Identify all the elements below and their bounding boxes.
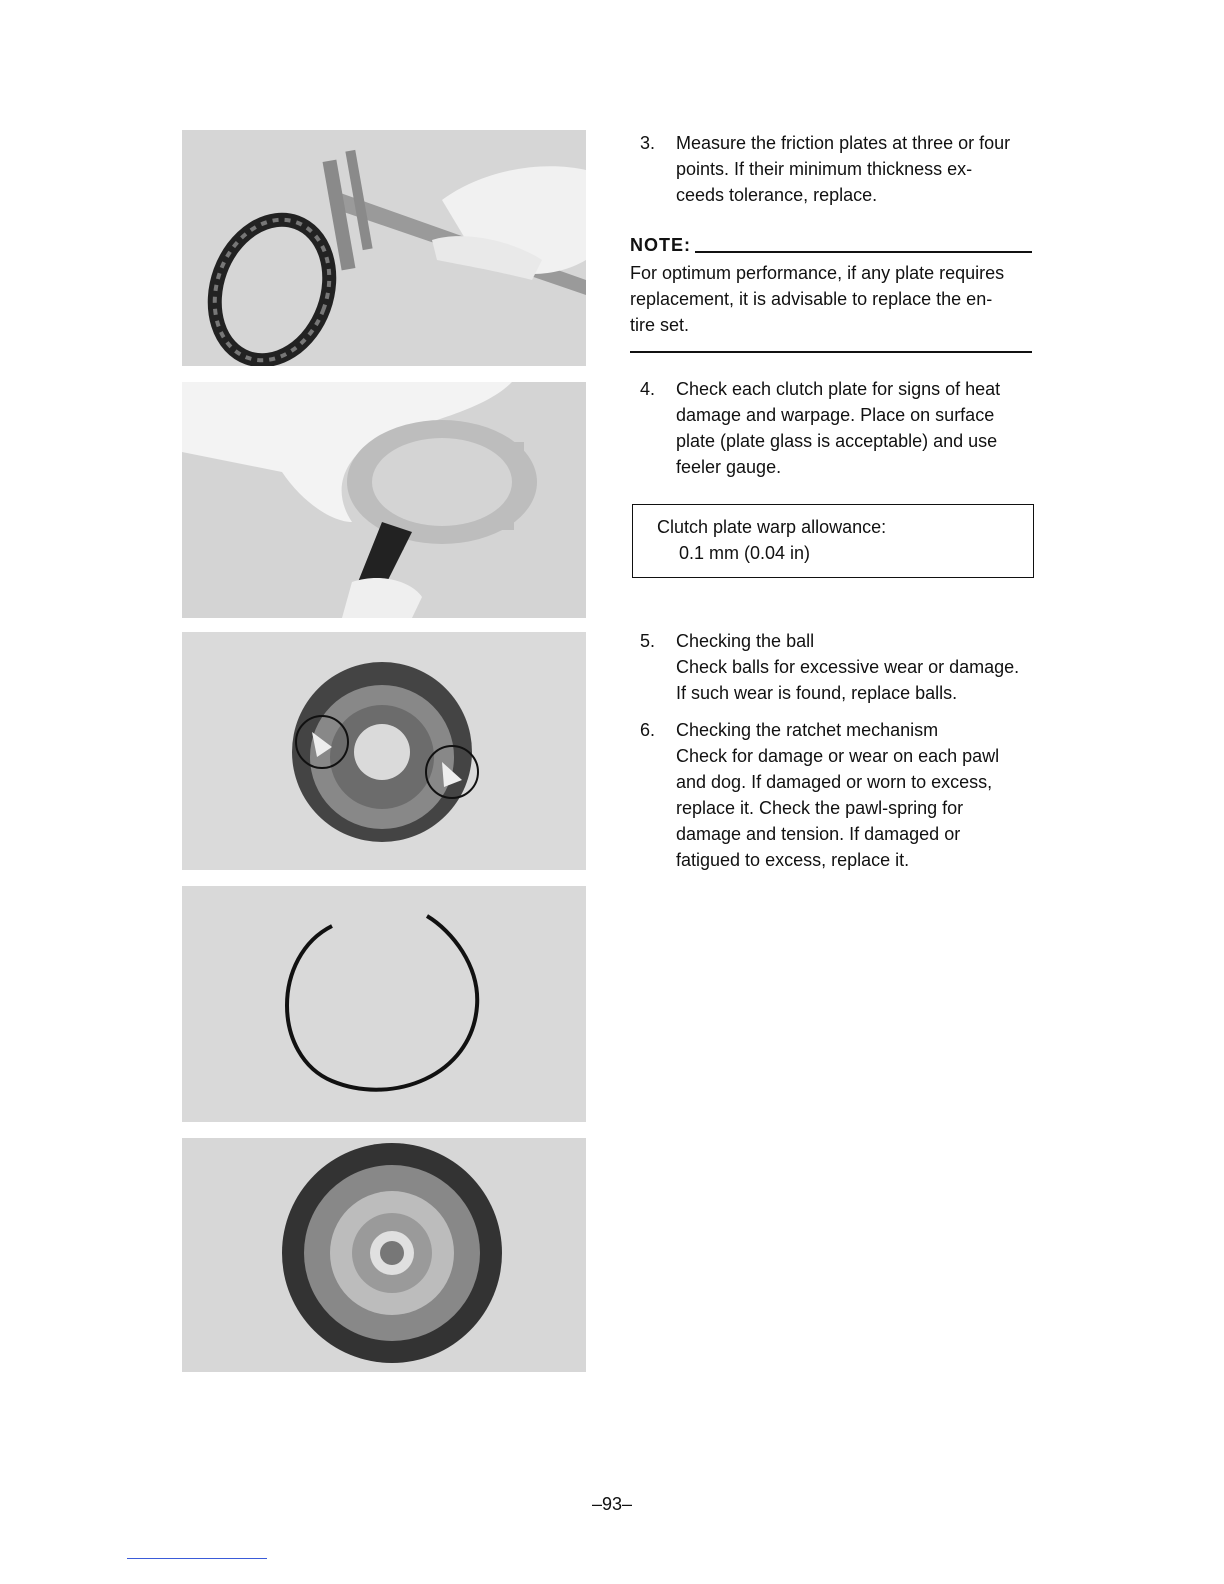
- item-text-line: Checking the ball: [676, 631, 815, 651]
- item-text-line: points. If their minimum thickness ex-: [676, 159, 973, 179]
- item-text-line: If such wear is found, replace balls.: [676, 683, 958, 703]
- footer-rule: [127, 1558, 267, 1559]
- note-body: [630, 260, 1032, 338]
- circlip-illustration: [182, 886, 586, 1122]
- spec-box: [632, 504, 1034, 578]
- item-text-line: Checking the ratchet mechanism: [676, 720, 939, 740]
- photo-caliper-friction-plate: [182, 130, 586, 366]
- item-text-line: damage and tension. If damaged or: [676, 824, 961, 844]
- feeler-gauge-illustration: [182, 382, 586, 618]
- item-text-line: damage and warpage. Place on surface: [676, 405, 995, 425]
- note-heading: NOTE:: [630, 235, 691, 255]
- item-text-line: and dog. If damaged or worn to excess,: [676, 772, 993, 792]
- note-bottom-rule: [630, 351, 1032, 353]
- note-heading-row: [630, 232, 1032, 258]
- ratchet-illustration: [182, 632, 586, 870]
- instruction-item-3: [630, 130, 1034, 208]
- spec-label: Clutch plate warp allowance:: [657, 517, 887, 537]
- note-text-line: For optimum performance, if any plate requires: [630, 263, 1005, 283]
- clutch-assembly-illustration: [182, 1138, 586, 1372]
- note-text-line: replacement, it is advisable to replace the en-: [630, 289, 993, 309]
- photo-feeler-gauge-clutch-plate: [182, 382, 586, 618]
- note-heading-rule: [695, 251, 1032, 253]
- instruction-item-5: [630, 628, 1034, 706]
- spec-value: 0.1 mm (0.04 in): [679, 543, 811, 563]
- item-text-line: ceeds tolerance, replace.: [676, 185, 878, 205]
- item-number: 3.: [640, 133, 656, 153]
- page-number: –93–: [591, 1494, 633, 1514]
- note-block: [630, 232, 1032, 338]
- photo-circlip: [182, 886, 586, 1122]
- item-number: 6.: [640, 720, 656, 740]
- item-number: 5.: [640, 631, 656, 651]
- photo-clutch-assembly: [182, 1138, 586, 1372]
- item-text-line: Check balls for excessive wear or damage.: [676, 657, 1020, 677]
- photo-ratchet-mechanism: [182, 632, 586, 870]
- item-text-line: replace it. Check the pawl-spring for: [676, 798, 964, 818]
- instruction-item-4: [630, 376, 1034, 480]
- item-text-line: plate (plate glass is acceptable) and use: [676, 431, 998, 451]
- instruction-item-6: [630, 717, 1034, 873]
- note-text-line: tire set.: [630, 315, 690, 335]
- item-text-line: fatigued to excess, replace it.: [676, 850, 910, 870]
- caliper-illustration: [182, 130, 586, 366]
- item-text-line: Check for damage or wear on each pawl: [676, 746, 1000, 766]
- item-text-line: feeler gauge.: [676, 457, 782, 477]
- item-number: 4.: [640, 379, 656, 399]
- item-text-line: Check each clutch plate for signs of heat: [676, 379, 1001, 399]
- item-text-line: Measure the friction plates at three or four: [676, 133, 1011, 153]
